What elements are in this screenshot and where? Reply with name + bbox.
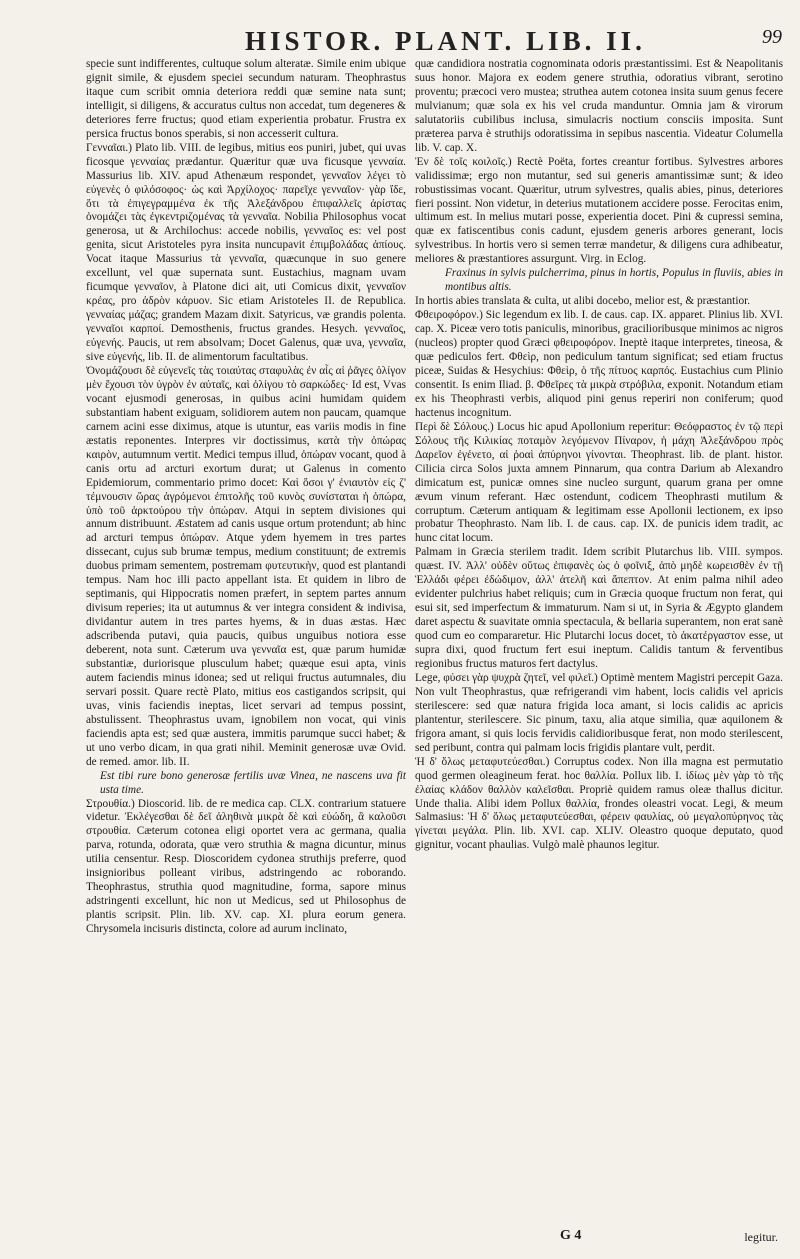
catchword: legitur. — [744, 1230, 778, 1244]
paragraph: Γενναῖαι.) Plato lib. VIII. de legibus, mitius eos puniri, jubet, qui uvas ficosque γενναίας prædantur. Quæritur quæ uva ficusque γενναία. Massurius lib. XIV. apud Athenæum respondet, γενναῖον λέγει τὸ εὐγενὲς ὁ φιλόσοφος· ὡς καὶ Ἀρχίλοχος· παρεῖχε γενναῖον· γὰρ ἴδε, ὅτι τὰ ἐπιγεγραμμένα ἐκ τῆς Ἀλεξάνδρου ἐπιφαλλεῖς ἀρίστας ὀνομάζει τὰς ἐγκεντριζομένας τὰ γενναῖα. Nobilia Philosophus vocat generosa, ut & Archilochus: accede nobilis, γενναῖος es: vel post genita, sicut Aristoteles pyra insita nuncupavit ἐπιμβολάδας ἀπίους. Vocat itaque Massurius τὰ γενναῖα, quæcunque in suo genere excellunt, vel quæ supernata sunt. Eustachius, magnam uvam ficumque γενναῖον, à Platone dici ait, uti Comicus dixit, γενναῖον κρέας, pro ἀδρὸν κάρυον. Sic etiam Aristoteles II. de Republica. γενναίας μάζας; grandem Mazam dixit. Satyricus, væ grandis polenta. γενναῖοι καρποί. Demosthenis, fructus grandes. Hesych. γενναῖος, εὐγενής. Paucis, ut rem absolvam; Docet Galenus, quæ uva, γενναῖα, sive εὐγενής, lib. II. de alimentorum facultatibus. — [86, 141, 406, 364]
verse-quote: Fraxinus in sylvis pulcherrima, pinus in hortis, Populus in fluviis, abies in montibus altis. — [445, 267, 783, 294]
paragraph: Lege, φύσει γὰρ ψυχρὰ ζητεῖ, vel φιλεῖ.) Optimè mentem Magistri percepit Gaza. Non vult Theophrastus, quæ refrigerandi vim habent, locis calidis vel apricis sterilescere: sed quæ natura frigida loca amant, si locis calidis ac apricis plantentur, sterilescere. Sic pinum, taxu, alia atque similia, quæ aquilonem & frigora amant, si quis locis fervidis calidioribusque ferat, non modo sterilescent, sed peribunt, contra qui palmam locis frigidis plantare vult, perdit. — [415, 671, 783, 754]
page-number: 99 — [762, 26, 782, 48]
signature-mark: G 4 — [560, 1228, 582, 1243]
paragraph: Palmam in Græcia sterilem tradit. Idem scribit Plutarchus lib. VIII. sympos. quæst. IV. Ἀλλ' οὐδὲν οὕτως ἐπιφανὲς ὡς ὁ φοῖνιξ, ἀπὸ μηδὲ κωρεισθὲν ἐν τῇ Ἑλλάδι φέρει ἐδώδιμον, ἀλλ' ἀτελῆ καὶ ἄπεπτον. At enim palma nihil adeo evidenter pulchrius habet reliquis; cum in Græcia quoque fructum non ferat, qui esui sit, sed imperfectum & immaturum. Nam si ut, in Syria & Ægypto glandem daret aspectu & suavitate omnia spectacula, & bellaria superantem, non erat sanè quod cum eo compararetur. Hic Plutarchi locus docet, τὸ ἀκατέργαστον esse, ut supra dixi, quod fructum fert esui ineptum. Calidis tantum & ferventibus regionibus fructus maturos fert dactylus. — [415, 546, 783, 670]
paragraph: Ἡ δ' ὅλως μεταφυτεύεσθαι.) Corruptus codex. Non illa magna est permutatio quod germen oleagineum ferat. hoc θαλλία. Pollux lib. I. ἰδίως μὲν γὰρ τὸ τῆς ἐλαίας κλάδον θαλλὸν καλεῖσθαι. Propriè quidem ramus oleæ thallus dicitur. Unde thalia. Alibi idem Pollux θαλλία, frondes oleastri vocat. Legi, & meum Salmasius: Ἡ δ' ὅλως μεταφυτεύεσθαι, φέρειν φαυλίας, οὐ μεγαλοπύρηνος τὰς γίνεται μεγάλα. Plin. lib. XVI. cap. XLIV. Oleastro quoque deputato, quod gignitur, vocant phaulias. Vulgò malè phaunos legitur. — [415, 755, 783, 852]
running-head: HISTOR. PLANT. LIB. II. — [245, 26, 646, 56]
paragraph: Ὀνομάζουσι δὲ εὐγενεῖς τὰς τοιαύτας σταφυλὰς ἐν αἷς αἱ ῥᾶγες ὀλίγον μὲν ἔχουσι τὸν ὑγρὸν ἐν αὐταῖς, καὶ ὀλίγου τὸ σαρκώδες· Id est, Vvas vocant ejusmodi generosas, in quibus acini humidam quidem substantiam habent exiguam, solidiorem autem non paucam, quamque carnem acini esse diximus, atque is utuntur, eas variis modis in fine æstatis reponentes. Interpres vir doctissimus, κατὰ τὴν ὀπώρας καιρὸν, autumnum vertit. Medici tempus illud, ὀπώραν vocant, quod à canis ortu ad arcturi exortum durat; ut Galenus in comento Epidemiorum, commentario primo docet: Καὶ ὅσοι γ' ἐνιαυτὸν εἰς ζ' τέμνουσιν ὥρας ἀγρόμενοι ἐπιτολῆς τοῦ κυνὸς συνίσταται ἡ ὀπώρα, ὑπὸ τοῦ ἀρκτούρου τὴν ὀπώραν. Atqui in septem divisiones qui annum distribuunt. Æstatem ad canis usque ortum protendunt; ab hinc ad arcturi tempus ὀπώραν. Atque ydem hyemem in tres partes dissecant, cujus sub brumæ tempus, medium constituunt; de extremis duobus primam sementem, postremam φυτευτικὴν, quod est plantandi tempus. Nam hoc illi pacto appellant ista. Et quidem in libro de septimanis, qui Hippocratis nomen præfert, in septem partes annum divisum reperies; ita ut autumnus & ver integra consident & indivisa, dividantur autem in tres partes hyems, & in duas æstas. Hæc adscribenda putavi, quia paucis, quibus unguibus notiora esse deberent, nota sunt. Cæterum uva γενναῖα est, quæ parum humidæ substantiæ, duriorisque plusculum habet; quæque esui apta, vinis autem faciendis minus idonea; sed ut reliqui fructus autumnales, diu servari possit. Quare rectè Plato, mitius eos castigandos scripsit, qui uvas, vinis faciendis ineptas, licet servari ad tempus possint, abstulissent. Theophrastus uvam, ignobilem non vocat, qui vinis faciendis apta est; sed quæ austera, immitis parumque succi habet; & ut uno verbo dicam, in qua grati nihil. Meminit generosæ uvæ Ovid. de remed. amor. lib. II. — [86, 364, 406, 768]
paragraph: Φθειροφόρον.) Sic legendum ex lib. I. de caus. cap. IX. apparet. Plinius lib. XVI. cap. X. Piceæ vero totis paniculis, minoribus, gracilioribusque minimos ac nigros (nucleos) propter quod Græci φθειροφόρον. Ineptè itaque interpretes, tineosa, & quæ pediculos fert. Φθεὶρ, non pediculum tantum significat; sed etiam fructus piceæ, Suidas & Hesychius: Φθεὶρ, ὁ τῆς πίτυος καρπός. Eustachius cum Plinio consentit. Is enim Iliad. β. Φθεῖρες τὰ μικρὰ στρόβιλα, exponit. Notandum etiam ex his Theophrasti verbis, aliquod pini genus reperiri non coniferum; quod hactenus incognitum. — [415, 309, 783, 419]
paragraph: Στρουθία.) Dioscorid. lib. de re medica cap. CLX. contrarium statuere videtur. Ἐκλέγεσθαι δὲ δεῖ ἀληθινὰ μικρὰ δὲ καὶ εὐώδη, ἃ καλοῦσι στρουθία. Cæterum cotonea eligi oportet vera ac germana, qualia parva, rotunda, odorata, quæ vero struthia & magna dicuntur, minus utilia censentur. Resp. Dioscoridem cydonea struthijs preferre, quod insignioribus polleant viribus, adstringendo ac roborando. Theophrastus, struthia quod magnitudine, forma, sapore minus adstringenti excellunt, hic non ut Medicus, sed ut Philosophus de plantis scripsit. Plin. lib. XV. cap. XI. plura eorum genera. Chrysomela incisuris distincta, colore ad aurum inclinato, — [86, 797, 406, 936]
paragraph: quæ candidiora nostratia cognominata odoris præstantissimi. Est & Neapolitanis suus honor. Majora ex eodem genere struthia, odoratius vibrant, serotino proventu; præcoci vero mustea; struthea autem cotonea insita suum genus fecere mulvianum; quæ sola ex his vel cruda manduntur. Omnia jam & virorum salutatoriis cubilibus inclusa, simulacris noctium consciis imposita. Sunt præterea parva è struthijs odoratissima in sepibus nascentia. Videatur Columella lib. V. cap. X. — [415, 58, 783, 154]
paragraph: Ἐν δὲ τοῖς κοιλοῖς.) Rectè Poëta, fortes creantur fortibus. Sylvestres arbores validissimæ; ergo non mutantur, sed sui generis amantissimæ sunt; & ideo robustissimas vocant. Quæritur, utrum sylvestres, qualis abies, pinus, deteriores fieri possint. Non videtur, in deterius mutationem accidere posse. Ferocitas enim, ultimum est. In melius mutari posse, experientia docet. Pini & cupressi semina, quæ ex fatiscentibus conis cadunt, ejusdem generis arbores generant, locis sylvestribus. In hortis vero si semen terræ mandetur, & diligens cura adhibeatur, meliores & præstantiores assurgunt. Virg. in Eclog. — [415, 155, 783, 266]
paragraph: Περὶ δὲ Σόλους.) Locus hic apud Apollonium reperitur: Θεόφραστος ἐν τῷ περὶ Σόλους τῆς Κιλικίας ποταμὸν λεγόμενον Πίναρον, ἡ μάχη Ἀλεξάνδρου πρὸς Δαρεῖον ἐγένετο, αἱ ῥοαὶ ἀπύρηνοι γίνονται. Theophrast. lib. de plant. histor. Cilicia circa Solos juxta amnem Pinnarum, qua contra Darium ab Alexandro dimicatum est, punicæ omnes sine nucleo surgunt, quarum grana per omne ævum vinum referant. Hæc ostendunt, codicem Theophrasti mutilum & corruptum. Cæterum antiquam & legitimam esse Apollonii lectionem, ex ipso probatur Theophrasto. Nam lib. I. de caus. cap. IX. de punicis idem tradit, ac hunc citat locum. — [415, 420, 783, 545]
left-column — [86, 58, 406, 1228]
right-column — [415, 58, 783, 1228]
paragraph: specie sunt indifferentes, cultuque solum alteratæ. Simile enim ubique gignit simile, & ejusdem speciei secundum naturam. Theophrastus itaque cum scribit omnia deteriora reddi quæ semine nata sunt; intelligit, si diligens, & accuratus cultus non accedat, tum degeneres & deteriores ferre fructus; quod etiam experientia probatur. Frustra ex persica fructus bonos sperabis, si non accesserit cultura. — [86, 58, 406, 140]
verse-quote: Est tibi rure bono generosæ fertilis uvæ Vinea, ne nascens uva fit usta time. — [100, 769, 406, 796]
paragraph: In hortis abies translata & culta, ut alibi docebo, melior est, & præstantior. — [415, 295, 751, 308]
page-header — [95, 22, 782, 62]
